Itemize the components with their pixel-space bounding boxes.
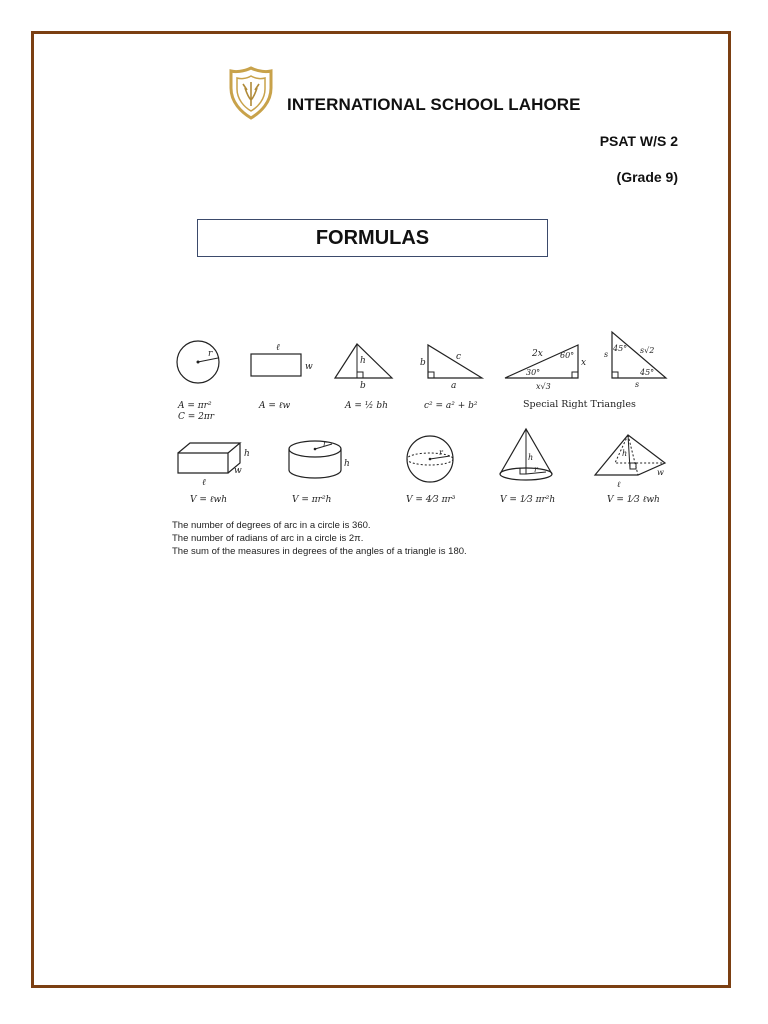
svg-text:h: h <box>244 449 250 459</box>
svg-text:w: w <box>657 468 664 477</box>
rectangle-area-formula: A = ℓw <box>259 401 291 411</box>
pyramid-diagram <box>595 435 665 489</box>
fact-degrees: The number of degrees of arc in a circle is 360. <box>172 520 371 531</box>
svg-text:30°: 30° <box>526 368 541 377</box>
circle-diagram <box>177 341 219 383</box>
box-diagram <box>178 443 250 488</box>
cone-diagram <box>500 429 552 480</box>
circle-area-formula: A = πr² <box>178 401 212 411</box>
svg-text:h: h <box>360 356 366 366</box>
special-triangle-30-60 <box>505 345 586 391</box>
svg-text:b: b <box>360 381 366 391</box>
svg-text:r: r <box>323 439 327 448</box>
shield-crest-icon <box>229 66 273 120</box>
svg-text:x: x <box>581 358 587 368</box>
svg-text:r: r <box>439 448 443 457</box>
rectangle-diagram <box>251 343 313 376</box>
special-triangle-45 <box>604 332 666 389</box>
svg-text:s: s <box>635 380 640 389</box>
fact-triangle-sum: The sum of the measures in degrees of the angles of a triangle is 180. <box>172 546 467 557</box>
cylinder-volume-formula: V = πr²h <box>292 495 332 505</box>
school-name: INTERNATIONAL SCHOOL LAHORE <box>287 95 581 114</box>
svg-text:ℓ: ℓ <box>276 343 280 353</box>
svg-text:60°: 60° <box>560 351 575 360</box>
svg-text:c: c <box>456 352 462 362</box>
sphere-diagram <box>407 436 453 482</box>
svg-text:w: w <box>305 362 313 372</box>
svg-text:45°: 45° <box>640 368 655 377</box>
right-triangle-diagram <box>420 345 482 391</box>
cylinder-diagram <box>289 439 350 478</box>
svg-text:r: r <box>208 349 213 359</box>
special-triangles-caption: Special Right Triangles <box>523 399 636 410</box>
fact-radians: The number of radians of arc in a circle is 2π. <box>172 533 364 544</box>
svg-text:b: b <box>420 358 426 368</box>
formula-reference-figure <box>160 325 680 515</box>
svg-text:a: a <box>451 381 457 391</box>
grade-label: (Grade 9) <box>616 169 678 185</box>
svg-text:x√3: x√3 <box>536 382 551 391</box>
svg-text:ℓ: ℓ <box>617 480 621 489</box>
circle-circumference-formula: C = 2πr <box>178 412 215 422</box>
pyramid-volume-formula: V = 1⁄3 ℓwh <box>607 495 660 505</box>
svg-text:s√2: s√2 <box>640 346 655 355</box>
svg-text:r: r <box>534 465 538 474</box>
svg-text:h: h <box>344 459 350 469</box>
cone-volume-formula: V = 1⁄3 πr²h <box>500 495 556 505</box>
svg-text:2x: 2x <box>532 349 543 359</box>
svg-text:ℓ: ℓ <box>202 478 206 488</box>
section-title-box <box>197 219 548 257</box>
svg-text:s: s <box>604 350 609 359</box>
pythagorean-formula: c² = a² + b² <box>424 401 478 411</box>
svg-text:h: h <box>528 453 534 462</box>
section-title: FORMULAS <box>315 226 430 249</box>
triangle-area-formula: A = ½ bh <box>345 401 388 411</box>
svg-text:w: w <box>234 466 242 476</box>
svg-text:45°: 45° <box>613 344 628 353</box>
triangle-diagram <box>335 344 392 391</box>
svg-text:h: h <box>622 449 628 458</box>
worksheet-label: PSAT W/S 2 <box>599 133 678 149</box>
box-volume-formula: V = ℓwh <box>190 495 228 505</box>
sphere-volume-formula: V = 4⁄3 πr³ <box>406 495 456 505</box>
facts-list <box>172 519 467 558</box>
